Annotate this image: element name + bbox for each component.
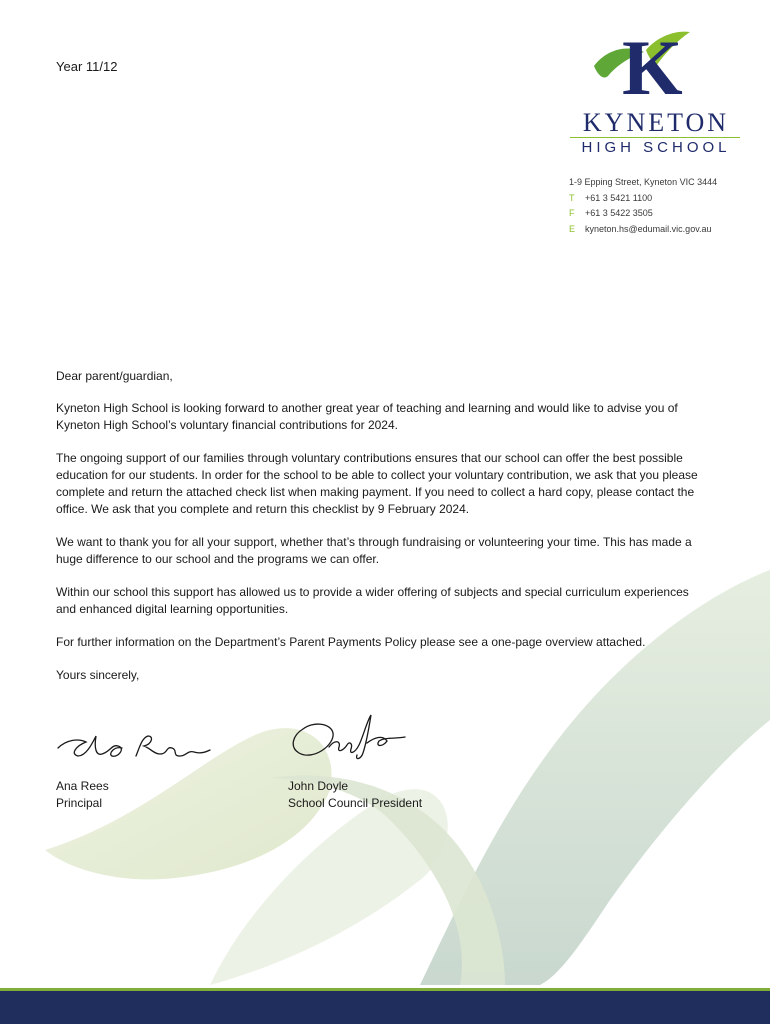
letter-salutation: Dear parent/guardian, [56,369,173,383]
signatory-name: Ana Rees [56,779,109,793]
signatory-john [288,778,422,812]
signature-john-doyle [283,707,409,763]
address-email-row [569,222,717,238]
signatory-name: John Doyle [288,779,349,793]
signatory-ana [56,778,109,812]
year-label: Year 11/12 [56,59,118,74]
email-key: E [569,223,576,234]
letter-paragraph: We want to thank you for all your support, whether that’s through fundraising or volunteering your time. This has made a huge difference to our school and the programs we can offer. [56,535,692,566]
signature-ana-rees [56,726,212,766]
address-street: 1-9 Epping Street, Kyneton VIC 3444 [569,177,718,187]
letter-paragraph: Kyneton High School is looking forward to another great year of teaching and learning and would like to advise you of Kyneton High School’s voluntary financial contributions for 2024. [56,401,678,432]
signatory-title: Principal [56,796,103,810]
signatory-title: School Council President [288,796,423,810]
school-contact-block [569,175,717,237]
letter-paragraph: For further information on the Department’s Parent Payments Policy please see a one-page overview attached. [56,635,646,649]
logo-school-name: KYNETON [582,108,730,137]
fax-number: +61 3 5422 3505 [585,208,653,218]
email-address[interactable]: kyneton.hs@edumail.vic.gov.au [585,223,712,234]
letter-closing: Yours sincerely, [56,668,140,682]
phone-key: T [569,192,575,203]
letter-paragraph: The ongoing support of our families through voluntary contributions ensures that our school can offer the best possible education for our students. In order for the school to be able to collect your voluntary contribution, we ask that you please complete and return the attached check list when making payment. If you need to collect a hard copy, please contact the office. We ask that you complete and return this checklist by 9 February 2024. [56,451,698,516]
address-phone-row [569,191,717,207]
phone-number: +61 3 5421 1100 [585,192,653,203]
logo-school-subname: HIGH SCHOOL [581,139,731,156]
letter-paragraph: Within our school this support has allowed us to provide a wider offering of subjects and special curriculum experiences and enhanced digital learning opportunities. [56,585,689,616]
address-fax-row [569,206,717,222]
letter-body [56,368,706,700]
logo-letter: K [622,24,683,98]
logo-k-mark-icon [592,22,692,98]
logo-divider [570,137,740,138]
footer-bar [0,991,770,1024]
fax-key: F [569,208,575,218]
